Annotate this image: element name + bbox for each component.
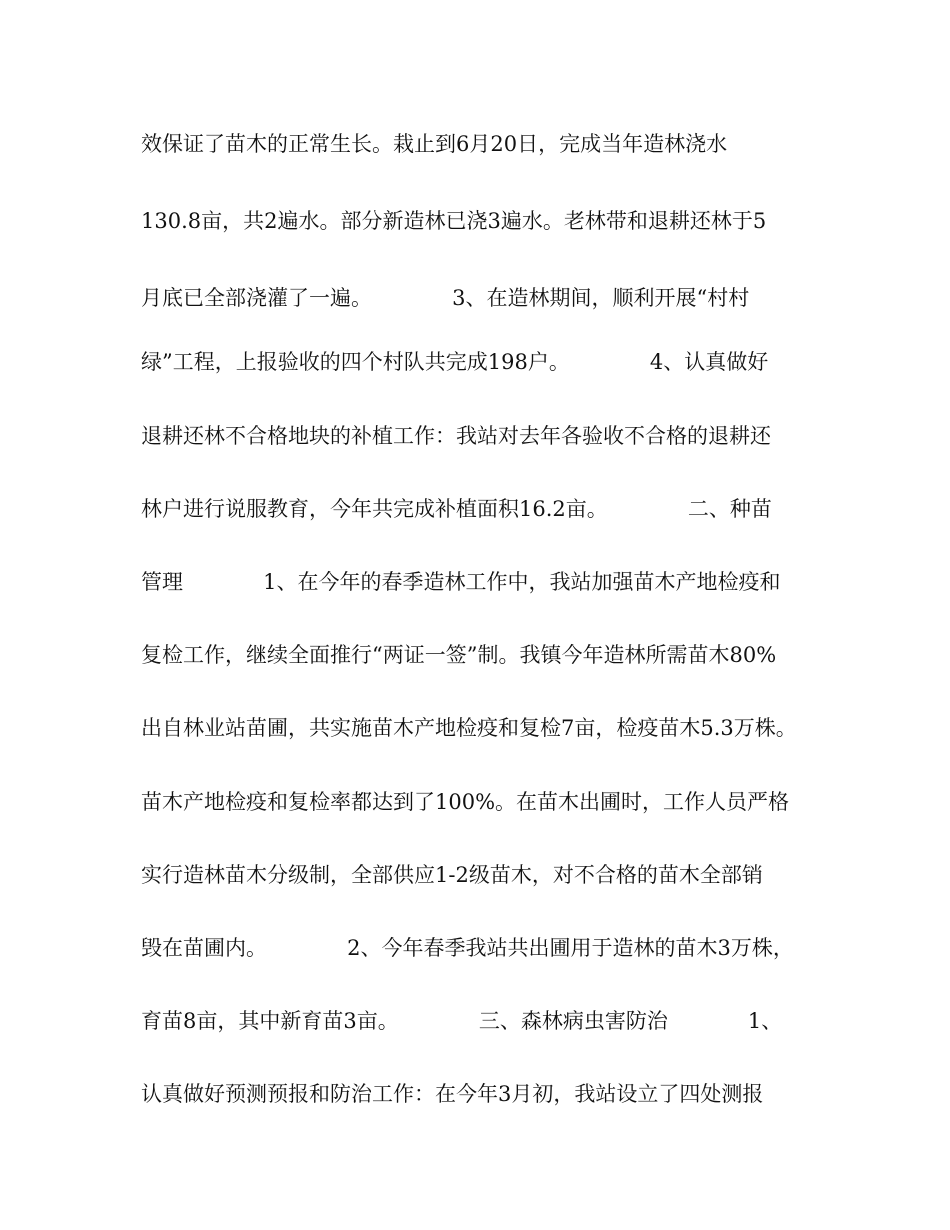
- text-line: 月底已全部浇灌了一遍。 3、在造林期间，顺利开展“村村: [141, 286, 750, 310]
- text-line: 退耕还林不合格地块的补植工作：我站对去年各验收不合格的退耕还: [141, 424, 771, 448]
- text-line: 毁在苗圃内。 2、今年春季我站共出圃用于造林的苗木3万株，: [141, 936, 794, 960]
- text-line: 效保证了苗木的正常生长。栽止到6月20日，完成当年造林浇水: [141, 132, 728, 156]
- text-line: 复检工作，继续全面推行“两证一签”制。我镇今年造林所需苗木80%: [141, 643, 777, 667]
- text-line: 绿”工程，上报验收的四个村队共完成198户。 4、认真做好: [141, 350, 769, 374]
- text-line: 130.8亩，共2遍水。部分新造林已浇3遍水。老林带和退耕还林于5: [141, 209, 767, 233]
- text-line: 管理 1、在今年的春季造林工作中，我站加强苗木产地检疫和: [141, 570, 781, 594]
- text-line: 林户进行说服教育，今年共完成补植面积16.2亩。 二、种苗: [141, 497, 772, 521]
- text-line: 认真做好预测预报和防治工作：在今年3月初，我站设立了四处测报: [141, 1082, 764, 1106]
- text-line: 实行造林苗木分级制，全部供应1-2级苗木，对不合格的苗木全部销: [141, 863, 763, 887]
- text-line: 出自林业站苗圃，共实施苗木产地检疫和复检7亩，检疫苗木5.3万株。: [141, 716, 797, 740]
- text-line: 育苗8亩，其中新育苗3亩。 三、森林病虫害防治 1、: [141, 1009, 783, 1033]
- text-line: 苗木产地检疫和复检率都达到了100%。在苗木出圃时，工作人员严格: [141, 790, 790, 814]
